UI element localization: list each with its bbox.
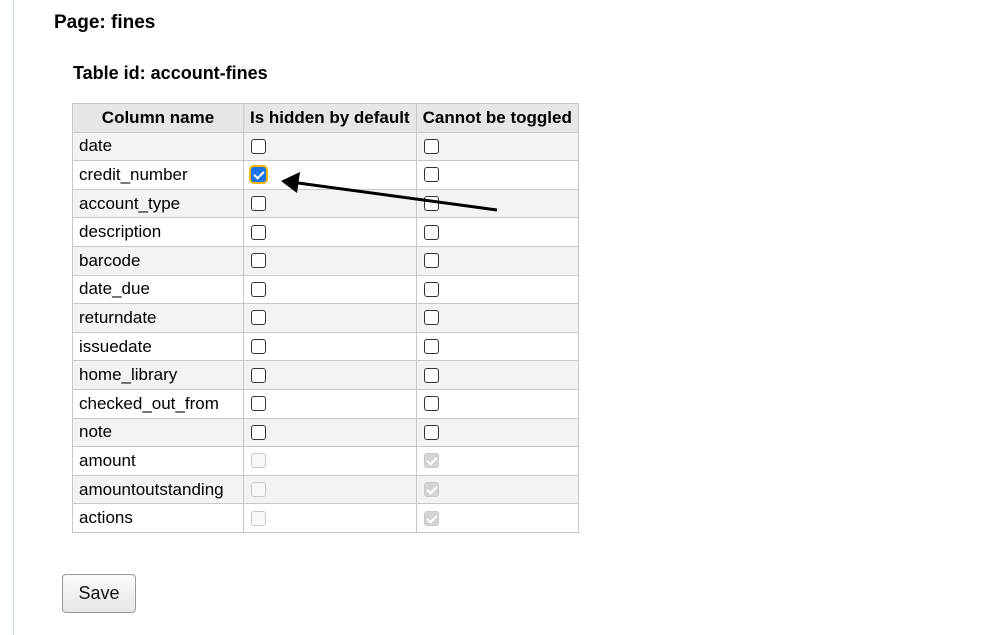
cannot-be-toggled-cell (416, 389, 578, 418)
cannot-be-toggled-checkbox[interactable] (424, 425, 439, 440)
cannot-be-toggled-cell (416, 189, 578, 218)
cannot-be-toggled-cell (416, 475, 578, 504)
hidden-by-default-cell (244, 447, 417, 476)
cannot-be-toggled-checkbox[interactable] (424, 225, 439, 240)
cannot-be-toggled-cell (416, 361, 578, 390)
cannot-be-toggled-cell (416, 161, 578, 190)
hidden-by-default-cell (244, 218, 417, 247)
hidden-by-default-cell (244, 161, 417, 190)
column-name-cell: home_library (73, 361, 244, 390)
table-row (73, 132, 579, 161)
hidden-by-default-cell (244, 389, 417, 418)
cannot-be-toggled-checkbox[interactable] (424, 139, 439, 154)
hidden-by-default-cell (244, 246, 417, 275)
hidden-by-default-cell (244, 304, 417, 333)
hidden-by-default-checkbox[interactable] (251, 339, 266, 354)
table-row (73, 475, 579, 504)
hidden-by-default-cell (244, 332, 417, 361)
hidden-by-default-cell (244, 475, 417, 504)
hidden-by-default-checkbox[interactable] (251, 253, 266, 268)
column-name-cell: actions (73, 504, 244, 533)
hidden-by-default-checkbox[interactable] (251, 196, 266, 211)
left-border (13, 0, 14, 635)
column-name-cell: account_type (73, 189, 244, 218)
hidden-by-default-checkbox[interactable] (251, 425, 266, 440)
page-title: Page: fines (54, 12, 156, 33)
hidden-by-default-cell (244, 361, 417, 390)
save-button[interactable]: Save (62, 574, 136, 613)
cannot-be-toggled-checkbox[interactable] (424, 282, 439, 297)
hidden-by-default-checkbox (251, 511, 266, 526)
hidden-by-default-checkbox[interactable] (251, 225, 266, 240)
hidden-by-default-checkbox[interactable] (251, 139, 266, 154)
column-name-cell: returndate (73, 304, 244, 333)
column-name-cell: description (73, 218, 244, 247)
column-name-cell: amountoutstanding (73, 475, 244, 504)
table-row (73, 389, 579, 418)
hidden-by-default-checkbox (251, 482, 266, 497)
column-settings-table (72, 103, 579, 533)
cannot-be-toggled-checkbox[interactable] (424, 167, 439, 182)
hidden-by-default-cell (244, 132, 417, 161)
table-title: Table id: account-fines (73, 63, 268, 83)
cannot-be-toggled-checkbox (424, 482, 439, 497)
column-name-cell: date (73, 132, 244, 161)
table-row (73, 246, 579, 275)
column-name-cell: barcode (73, 246, 244, 275)
table-row (73, 189, 579, 218)
hidden-by-default-cell (244, 418, 417, 447)
hidden-by-default-checkbox[interactable] (251, 282, 266, 297)
header-cannot-be-toggled: Cannot be toggled (416, 104, 578, 133)
column-name-cell: note (73, 418, 244, 447)
table-row (73, 361, 579, 390)
table-row (73, 332, 579, 361)
table-row (73, 218, 579, 247)
cannot-be-toggled-cell (416, 275, 578, 304)
table-row (73, 304, 579, 333)
hidden-by-default-checkbox[interactable] (251, 368, 266, 383)
cannot-be-toggled-cell (416, 447, 578, 476)
column-name-cell: issuedate (73, 332, 244, 361)
column-name-cell: credit_number (73, 161, 244, 190)
header-is-hidden: Is hidden by default (244, 104, 417, 133)
hidden-by-default-cell (244, 189, 417, 218)
column-name-cell: amount (73, 447, 244, 476)
hidden-by-default-cell (244, 275, 417, 304)
table-row (73, 161, 579, 190)
table-row (73, 447, 579, 476)
table-header-row (73, 104, 579, 133)
table-row (73, 504, 579, 533)
cannot-be-toggled-cell (416, 218, 578, 247)
cannot-be-toggled-checkbox[interactable] (424, 196, 439, 211)
table-row (73, 275, 579, 304)
header-column-name: Column name (73, 104, 244, 133)
cannot-be-toggled-checkbox[interactable] (424, 253, 439, 268)
cannot-be-toggled-cell (416, 132, 578, 161)
column-name-cell: checked_out_from (73, 389, 244, 418)
cannot-be-toggled-checkbox[interactable] (424, 339, 439, 354)
cannot-be-toggled-checkbox[interactable] (424, 368, 439, 383)
hidden-by-default-checkbox[interactable] (251, 310, 266, 325)
cannot-be-toggled-checkbox (424, 511, 439, 526)
cannot-be-toggled-cell (416, 246, 578, 275)
cannot-be-toggled-checkbox[interactable] (424, 310, 439, 325)
cannot-be-toggled-cell (416, 304, 578, 333)
hidden-by-default-cell (244, 504, 417, 533)
hidden-by-default-checkbox (251, 453, 266, 468)
cannot-be-toggled-checkbox (424, 453, 439, 468)
hidden-by-default-checkbox[interactable] (251, 167, 266, 182)
cannot-be-toggled-cell (416, 332, 578, 361)
table-row (73, 418, 579, 447)
cannot-be-toggled-checkbox[interactable] (424, 396, 439, 411)
cannot-be-toggled-cell (416, 418, 578, 447)
hidden-by-default-checkbox[interactable] (251, 396, 266, 411)
column-name-cell: date_due (73, 275, 244, 304)
cannot-be-toggled-cell (416, 504, 578, 533)
